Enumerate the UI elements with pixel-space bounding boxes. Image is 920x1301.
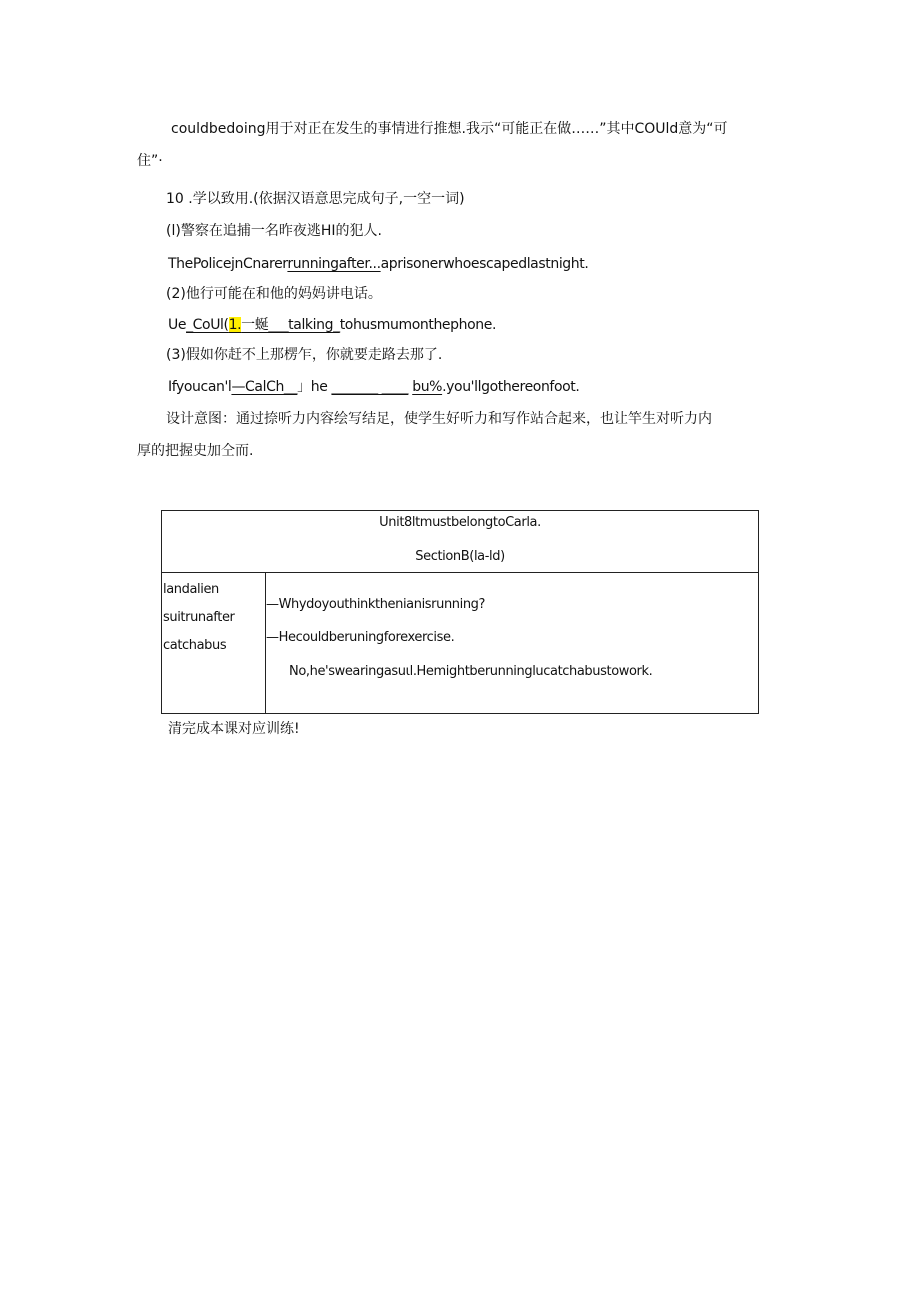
exercise-heading: 10 .学以致用.(依据汉语意思完成句子,一空一词) xyxy=(166,191,465,207)
vocab-item: landalien xyxy=(163,582,219,597)
q3-answer-blank-3: bu% xyxy=(412,379,443,395)
table-header xyxy=(162,511,758,573)
vocab-item: suitrunafter xyxy=(163,610,235,625)
q1-text-pre: ThePolicejnCnarer xyxy=(168,256,288,272)
design-intent-line-2: 厚的把握史加仝而. xyxy=(137,443,254,459)
dialogue-line: No,he'swearingasuιl.Hemightberunninglucatchabustowork. xyxy=(289,664,653,679)
table-subtitle: SectionB(la-ld) xyxy=(415,549,505,564)
q1-answer-blank: runningafter... xyxy=(287,256,381,272)
q3-text-mid: 」he xyxy=(297,379,328,395)
q2-answer-blank-2: 一蜒___talking_ xyxy=(241,317,340,333)
q3-chinese: (3)假如你赶不上那楞乍，你就要走路去那了. xyxy=(166,347,443,363)
q3-answer-blank-1: —CalCh__ xyxy=(231,379,298,395)
q2-answer-blank-1: _CoUl( xyxy=(186,317,229,333)
q3-text-post: .you'llgothereonfoot. xyxy=(442,379,580,395)
table-title: Unit8ltmustbelongtoCarla. xyxy=(379,515,541,530)
q1-chinese: (l)警察在追捕一名昨夜逃HI的犯人. xyxy=(166,223,382,239)
dialogue-line: —Whydoyouthinkthenianisrunning? xyxy=(266,597,486,612)
intro-line-2: 住”· xyxy=(137,153,163,169)
q1-text-post: aprisonerwhoescapedlastnight. xyxy=(380,256,589,272)
vocabulary-cell xyxy=(162,573,266,714)
q1-english xyxy=(168,255,588,273)
q2-highlight: 1. xyxy=(228,317,242,333)
lesson-table xyxy=(161,510,759,714)
q3-english xyxy=(168,378,579,396)
design-intent-line-1: 设计意图：通过捺听力内容绘写结足，使学生好听力和写作站合起来，也让竿生对听力内 xyxy=(166,411,712,427)
dialogue-line: —Hecouldberuningforexercise. xyxy=(266,630,455,645)
q3-answer-blank-2: _______ ____ xyxy=(331,379,409,395)
q2-text-post: tohusmumonthephone. xyxy=(339,317,497,333)
q2-text-pre: Ue xyxy=(168,317,187,333)
q2-chinese: (2)他行可能在和他的妈妈讲电话。 xyxy=(166,286,382,302)
q3-text-pre: Ifyoucan'l xyxy=(168,379,232,395)
footer-instruction: 清完成本课对应训练! xyxy=(168,721,300,737)
q2-english xyxy=(168,316,496,334)
vocab-item: catchabus xyxy=(163,638,227,653)
intro-line-1: couldbedoing用于对正在发生的事情进行推想.我示“可能正在做……”其中COUld意为“可 xyxy=(171,121,728,137)
